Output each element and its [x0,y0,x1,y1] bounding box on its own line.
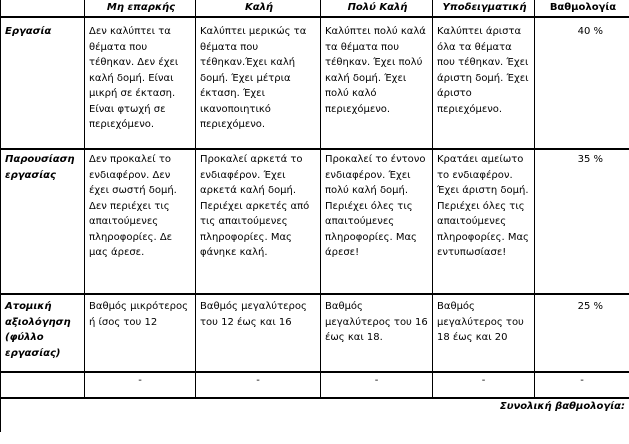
header-good: Καλή [196,0,321,17]
dash-cell: - [535,372,629,398]
cell-insufficient: Δεν προκαλεί το ενδιαφέρον. Δεν έχει σωστή δομή. Δεν περιέχει τις απαιτούμενες πληροφορίες. Δε μας άρεσε. [85,149,196,294]
cell-good: Βαθμός μεγαλύτερος του 12 έως και 16 [196,294,321,372]
dash-cell: - [321,372,433,398]
cell-insufficient: Δεν καλύπτει τα θέματα που τέθηκαν. Δεν έχει καλή δομή. Είναι μικρή σε έκταση. Είναι φτωχή σε περιεχόμενο. [85,17,196,149]
total-row [1,398,629,432]
cell-exemplary: Βαθμός μεγαλύτερος του 18 έως και 20 [433,294,535,372]
cell-exemplary: Καλύπτει άριστα όλα τα θέματα που τέθηκαν. Έχει άριστη δομή. Έχει άριστο περιεχόμενο. [433,17,535,149]
cell-good: Καλύπτει μερικώς τα θέματα που τέθηκαν.Έχει καλή δομή. Έχει μέτρια έκταση. Έχει ικανοποιητικό περιεχόμενο. [196,17,321,149]
dash-cell [1,372,85,398]
cell-weight: 35 % [535,149,629,294]
table-row [1,149,629,294]
header-insufficient: Μη επαρκής [85,0,196,17]
header-row [1,0,629,17]
cell-exemplary: Κρατάει αμείωτο το ενδιαφέρον. Έχει άριστη δομή. Περιέχει όλες τις απαιτούμενες πληροφορίες. Μας εντυπωσίασε! [433,149,535,294]
total-label: Συνολική βαθμολογία: [433,398,629,432]
dash-row [1,372,629,398]
dash-cell: - [433,372,535,398]
cell-good: Προκαλεί αρκετά το ενδιαφέρον. Έχει αρκετά καλή δομή. Περιέχει αρκετές από τις απαιτούμενες πληροφορίες. Μας φάνηκε καλή. [196,149,321,294]
header-grading: Βαθμολογία [535,0,629,17]
cell-very-good: Καλύπτει πολύ καλά τα θέματα που τέθηκαν. Έχει πολύ καλή δομή. Έχει πολύ καλό περιεχόμενο. [321,17,433,149]
table-row [1,294,629,372]
header-exemplary: Υποδειγματική [433,0,535,17]
cell-insufficient: Βαθμός μικρότερος ή ίσος του 12 [85,294,196,372]
cell-weight: 25 % [535,294,629,372]
header-very-good: Πολύ Καλή [321,0,433,17]
dash-cell: - [85,372,196,398]
row-label: Εργασία [1,17,85,149]
cell-weight: 40 % [535,17,629,149]
dash-cell: - [196,372,321,398]
header-criterion [1,0,85,17]
row-label: Ατομική αξιολόγηση (φύλλο εργασίας) [1,294,85,372]
table-row [1,17,629,149]
row-label: Παρουσίαση εργασίας [1,149,85,294]
total-spacer [1,398,433,432]
cell-very-good: Προκαλεί το έντονο ενδιαφέρον. Έχει πολύ καλή δομή. Περιέχει όλες τις απαιτούμενες πληροφορίες. Μας άρεσε! [321,149,433,294]
cell-very-good: Βαθμός μεγαλύτερος του 16 έως και 18. [321,294,433,372]
